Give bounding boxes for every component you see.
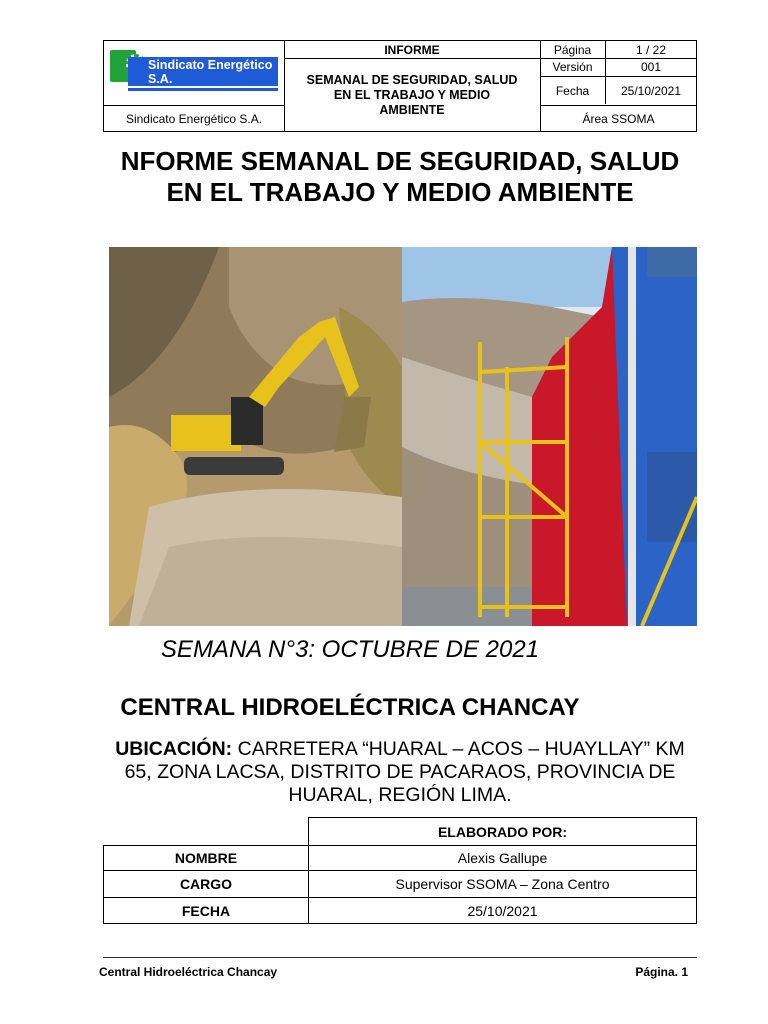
row-label-date: FECHA <box>181 902 231 919</box>
main-title: NFORME SEMANAL DE SEGURIDAD, SALUD EN EL TRABAJO Y MEDIO AMBIENTE <box>120 146 680 207</box>
logo-text: Sindicato Energético S.A. <box>128 57 278 86</box>
building-photo <box>402 247 697 626</box>
page-value: 1 / 22 <box>635 42 667 57</box>
table-header: ELABORADO POR: <box>437 823 568 840</box>
row-value-date: 25/10/2021 <box>467 902 538 919</box>
date-value: 25/10/2021 <box>620 83 682 98</box>
row-value-role: Supervisor SSOMA – Zona Centro <box>395 876 610 892</box>
date-label: Fecha <box>555 83 590 98</box>
logo-underline <box>128 88 278 91</box>
divider <box>284 58 540 59</box>
prepared-by-table <box>103 817 697 924</box>
footer-page-number: Página. 1 <box>635 965 688 979</box>
area-label: Área SSOMA <box>582 111 655 126</box>
page-label: Página <box>553 42 592 57</box>
row-label-name: NOMBRE <box>174 850 238 866</box>
doc-type: INFORME <box>384 42 440 57</box>
footer-left: Central Hidroeléctrica Chancay <box>99 965 278 979</box>
location-text: CARRETERA “HUARAL – ACOS – HUAYLLAY” KM 65, ZONA LACSA, DISTRITO DE PACARAOS, PROVINCIA DE HUARAL, REGIÓN LIMA. <box>124 738 685 806</box>
plant-name: CENTRAL HIDROELÉCTRICA CHANCAY <box>120 694 580 721</box>
version-label: Versión <box>552 60 593 74</box>
row-value-name: Alexis Gallupe <box>457 850 548 866</box>
doc-title: SEMANAL DE SEGURIDAD, SALUD EN EL TRABAJO Y MEDIO AMBIENTE <box>306 72 518 117</box>
location-block <box>103 738 697 807</box>
company-name: Sindicato Energético S.A. <box>125 111 263 126</box>
week-line: SEMANA N°3: OCTUBRE DE 2021 <box>160 636 540 663</box>
location-label: UBICACIÓN: <box>115 738 233 760</box>
company-logo <box>108 50 280 98</box>
footer-divider <box>103 957 697 958</box>
version-value: 001 <box>640 60 662 74</box>
excavator-photo <box>109 247 402 626</box>
row-label-role: CARGO <box>179 876 233 892</box>
document-header-table <box>103 40 697 132</box>
